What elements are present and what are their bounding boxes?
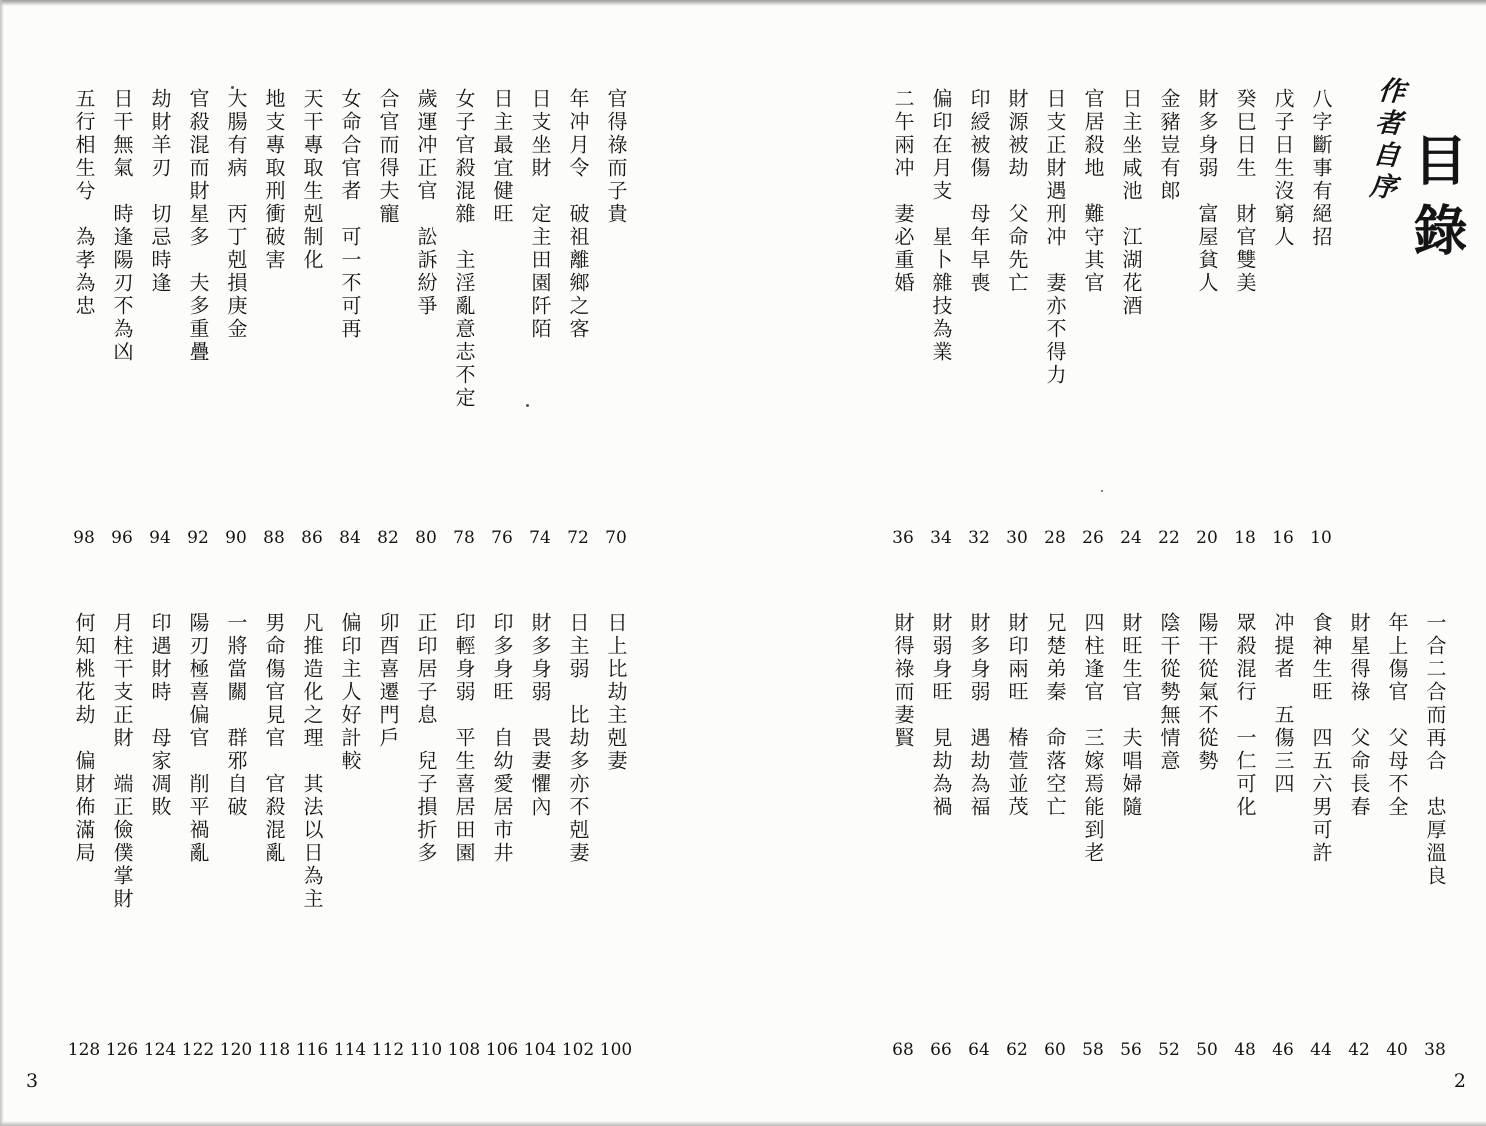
toc-entry (1416, 612, 1454, 1060)
toc-entry-text: 女子官殺混雜 主淫亂意志不定 (452, 88, 476, 410)
toc-entry-page-number: 104 (523, 1040, 557, 1060)
toc-entry-page-number: 26 (1082, 528, 1104, 548)
toc-entry-text: 陰干從勢無情意 (1157, 612, 1181, 773)
toc-entry-page-number: 108 (447, 1040, 481, 1060)
toc-entry-text: 偏印主人好計較 (338, 612, 362, 773)
left-page-bottom-entries (65, 612, 635, 1060)
toc-entry-page-number: 62 (1006, 1040, 1028, 1060)
toc-entry-text: 財弱身旺 見劫為禍 (929, 612, 953, 819)
toc-entry-page-number: 74 (529, 528, 551, 548)
toc-entry-text: 官殺混而財星多 夫多重疊 (186, 88, 210, 364)
toc-entry (1188, 88, 1226, 548)
toc-entry-text: 印遇財時 母家凋敗 (148, 612, 172, 819)
toc-entry (597, 88, 635, 548)
toc-entry (141, 88, 179, 548)
toc-entry-text: 官得祿而子貴 (604, 88, 628, 226)
toc-entry-page-number: 102 (561, 1040, 595, 1060)
toc-entry-text: 印綬被傷 母年早喪 (967, 88, 991, 295)
toc-entry-page-number: 80 (415, 528, 437, 548)
toc-entry-text: 日主坐咸池 江湖花酒 (1119, 88, 1143, 318)
toc-entry-page-number: 78 (453, 528, 475, 548)
toc-entry-text: 歲運冲正官 訟訴紛爭 (414, 88, 438, 318)
toc-entry-text: 一合二合而再合 忠厚溫良 (1423, 612, 1447, 888)
toc-entry (1036, 612, 1074, 1060)
toc-entry-text: 財星得祿 父命長春 (1347, 612, 1371, 819)
toc-entry-page-number: 40 (1386, 1040, 1408, 1060)
toc-entry-page-number: 24 (1120, 528, 1142, 548)
toc-entry-text: 印輕身弱 平生喜居田園 (452, 612, 476, 865)
toc-entry-text: 年上傷官 父母不全 (1385, 612, 1409, 819)
toc-entry (369, 88, 407, 548)
toc-entry-page-number: 16 (1272, 528, 1294, 548)
toc-entry (103, 612, 141, 1060)
toc-entry (1036, 88, 1074, 548)
toc-entry-page-number: 10 (1310, 528, 1332, 548)
toc-entry-page-number: 122 (181, 1040, 215, 1060)
toc-entry (1226, 612, 1264, 1060)
toc-entry (217, 88, 255, 548)
toc-entry-text: 四柱逢官 三嫁焉能到老 (1081, 612, 1105, 865)
toc-entry-page-number: 48 (1234, 1040, 1256, 1060)
toc-entry-text: 年冲月令 破祖離鄉之客 (566, 88, 590, 341)
right-page-top-entries (884, 88, 1340, 548)
toc-entry (179, 88, 217, 548)
toc-entry-text: 月柱干支正財 端正儉僕掌財 (110, 612, 134, 911)
toc-entry-page-number: 76 (491, 528, 513, 548)
toc-entry-page-number: 28 (1044, 528, 1066, 548)
toc-entry-text: 天干專取生剋制化 (300, 88, 324, 272)
toc-entry (1074, 612, 1112, 1060)
toc-entry-text: 冲提者 五傷三四 (1271, 612, 1295, 796)
left-page-top-entries (65, 88, 635, 548)
toc-entry-text: 眾殺混行 一仁可化 (1233, 612, 1257, 819)
toc-entry-page-number: 36 (892, 528, 914, 548)
toc-entry (559, 612, 597, 1060)
toc-entry (293, 612, 331, 1060)
toc-entry-text: 財源被劫 父命先亡 (1005, 88, 1029, 295)
toc-entry-text: 癸巳日生 財官雙美 (1233, 88, 1257, 295)
right-page-bottom-entries (884, 612, 1454, 1060)
toc-entry-page-number: 66 (930, 1040, 952, 1060)
toc-entry-page-number: 64 (968, 1040, 990, 1060)
toc-entry (141, 612, 179, 1060)
toc-entry-text: 女命合官者 可一不可再 (338, 88, 362, 341)
toc-entry (445, 612, 483, 1060)
toc-entry-page-number: 34 (930, 528, 952, 548)
toc-entry-page-number: 60 (1044, 1040, 1066, 1060)
toc-entry-page-number: 22 (1158, 528, 1180, 548)
toc-entry (1302, 88, 1340, 548)
toc-entry-text: 財得祿而妻賢 (891, 612, 915, 750)
toc-entry-text: 陽干從氣不從勢 (1195, 612, 1219, 773)
toc-entry-text: 卯酉喜遷門戶 (376, 612, 400, 750)
toc-entry (1226, 88, 1264, 548)
toc-entry (1188, 612, 1226, 1060)
toc-entry-page-number: 20 (1196, 528, 1218, 548)
toc-entry (1340, 612, 1378, 1060)
toc-entry (1112, 88, 1150, 548)
toc-entry-text: 何知桃花劫 偏財佈滿局 (72, 612, 96, 865)
toc-entry-page-number: 46 (1272, 1040, 1294, 1060)
toc-entry-text: 凡推造化之理 其法以日為主 (300, 612, 324, 911)
toc-entry-page-number: 18 (1234, 528, 1256, 548)
toc-entry-page-number: 114 (333, 1040, 367, 1060)
toc-entry (884, 88, 922, 548)
toc-entry-text: 日支坐財 定主田園阡陌 (528, 88, 552, 341)
toc-entry-page-number: 52 (1158, 1040, 1180, 1060)
toc-entry (179, 612, 217, 1060)
toc-entry (1112, 612, 1150, 1060)
toc-entry (65, 88, 103, 548)
toc-entry-page-number: 126 (105, 1040, 139, 1060)
toc-entry (1150, 88, 1188, 548)
toc-entry-text: 財多身弱 畏妻懼內 (528, 612, 552, 819)
toc-entry (1378, 612, 1416, 1060)
toc-entry-text: 日上比劫主剋妻 (604, 612, 628, 773)
toc-entry (331, 612, 369, 1060)
toc-entry-page-number: 70 (605, 528, 627, 548)
toc-entry-text: 偏印在月支 星卜雜技為業 (929, 88, 953, 364)
toc-entry (559, 88, 597, 548)
toc-entry-page-number: 128 (67, 1040, 101, 1060)
toc-entry-page-number: 42 (1348, 1040, 1370, 1060)
left-page-folio: 3 (26, 1070, 39, 1092)
toc-entry-text: 印多身旺 自幼愛居市井 (490, 612, 514, 865)
toc-entry (103, 88, 141, 548)
toc-entry-text: 戊子日生沒窮人 (1271, 88, 1295, 249)
toc-entry-text: 金豬豈有郎 (1157, 88, 1181, 203)
toc-entry-page-number: 30 (1006, 528, 1028, 548)
toc-entry-text: 日主弱 比劫多亦不剋妻 (566, 612, 590, 865)
toc-entry-page-number: 112 (371, 1040, 405, 1060)
toc-entry-page-number: 116 (295, 1040, 329, 1060)
toc-entry (255, 88, 293, 548)
toc-entry-page-number: 124 (143, 1040, 177, 1060)
toc-entry-text: 財多身弱 遇劫為福 (967, 612, 991, 819)
toc-entry-text: 二午兩冲 妻必重婚 (891, 88, 915, 295)
toc-entry (998, 612, 1036, 1060)
toc-entry-page-number: 96 (111, 528, 133, 548)
toc-entry-page-number: 120 (219, 1040, 253, 1060)
toc-entry (445, 88, 483, 548)
toc-entry-text: 財旺生官 夫唱婦隨 (1119, 612, 1143, 819)
toc-entry (1150, 612, 1188, 1060)
toc-entry-text: 陽刃極喜偏官 削平禍亂 (186, 612, 210, 865)
toc-entry (1264, 612, 1302, 1060)
toc-entry-text: 大腸有病 丙丁剋損庚金 (224, 88, 248, 341)
toc-entry (922, 612, 960, 1060)
toc-entry (521, 612, 559, 1060)
toc-entry-page-number: 68 (892, 1040, 914, 1060)
toc-entry (65, 612, 103, 1060)
toc-entry-page-number: 106 (485, 1040, 519, 1060)
toc-entry-page-number: 88 (263, 528, 285, 548)
toc-entry (331, 88, 369, 548)
toc-entry (884, 612, 922, 1060)
right-page-folio: 2 (1453, 1070, 1466, 1092)
toc-entry (407, 612, 445, 1060)
toc-entry-text: 日主最宜健旺 (490, 88, 514, 226)
toc-entry (597, 612, 635, 1060)
toc-entry-text: 八字斷事有絕招 (1309, 88, 1333, 249)
toc-entry-page-number: 56 (1120, 1040, 1142, 1060)
toc-entry (998, 88, 1036, 548)
toc-entry (521, 88, 559, 548)
toc-entry-text: 男命傷官見官 官殺混亂 (262, 612, 286, 865)
toc-title: 目錄 (1405, 132, 1469, 272)
toc-entry-page-number: 86 (301, 528, 323, 548)
toc-entry-text: 日支正財遇刑冲 妻亦不得力 (1043, 88, 1067, 387)
toc-entry-text: 財多身弱 富屋貧人 (1195, 88, 1219, 295)
toc-entry-page-number: 90 (225, 528, 247, 548)
toc-entry (483, 88, 521, 548)
author-preface-entry: 作者自序 (1363, 74, 1406, 206)
toc-entry-text: 地支專取刑衝破害 (262, 88, 286, 272)
toc-entry-page-number: 84 (339, 528, 361, 548)
toc-entry-text: 財印兩旺 椿萱並茂 (1005, 612, 1029, 819)
toc-entry (960, 612, 998, 1060)
toc-entry-page-number: 94 (149, 528, 171, 548)
toc-entry (1074, 88, 1112, 548)
toc-entry (217, 612, 255, 1060)
toc-entry-page-number: 50 (1196, 1040, 1218, 1060)
toc-entry-page-number: 72 (567, 528, 589, 548)
toc-entry-text: 五行相生兮 為孝為忠 (72, 88, 96, 318)
toc-entry-page-number: 98 (73, 528, 95, 548)
toc-entry-page-number: 58 (1082, 1040, 1104, 1060)
toc-entry-page-number: 38 (1424, 1040, 1446, 1060)
toc-entry-page-number: 32 (968, 528, 990, 548)
toc-entry-text: 食神生旺 四五六男可許 (1309, 612, 1333, 865)
toc-entry-text: 兄楚弟秦 命落空亡 (1043, 612, 1067, 819)
toc-entry-page-number: 118 (257, 1040, 291, 1060)
toc-entry (922, 88, 960, 548)
toc-entry (1264, 88, 1302, 548)
toc-entry-text: 劫財羊刃 切忌時逢 (148, 88, 172, 295)
toc-entry (255, 612, 293, 1060)
toc-entry-text: 一將當關 群邪自破 (224, 612, 248, 819)
toc-entry (293, 88, 331, 548)
toc-entry-page-number: 100 (599, 1040, 633, 1060)
toc-entry-page-number: 110 (409, 1040, 443, 1060)
toc-entry (369, 612, 407, 1060)
toc-entry-text: 日干無氣 時逢陽刃不為凶 (110, 88, 134, 364)
toc-entry (483, 612, 521, 1060)
toc-entry (407, 88, 445, 548)
toc-entry-text: 正印居子息 兒子損折多 (414, 612, 438, 865)
toc-entry (960, 88, 998, 548)
toc-entry (1302, 612, 1340, 1060)
toc-entry-page-number: 92 (187, 528, 209, 548)
toc-entry-page-number: 44 (1310, 1040, 1332, 1060)
toc-entry-text: 官居殺地 難守其官 (1081, 88, 1105, 295)
toc-entry-page-number: 82 (377, 528, 399, 548)
toc-entry-text: 合官而得夫寵 (376, 88, 400, 226)
